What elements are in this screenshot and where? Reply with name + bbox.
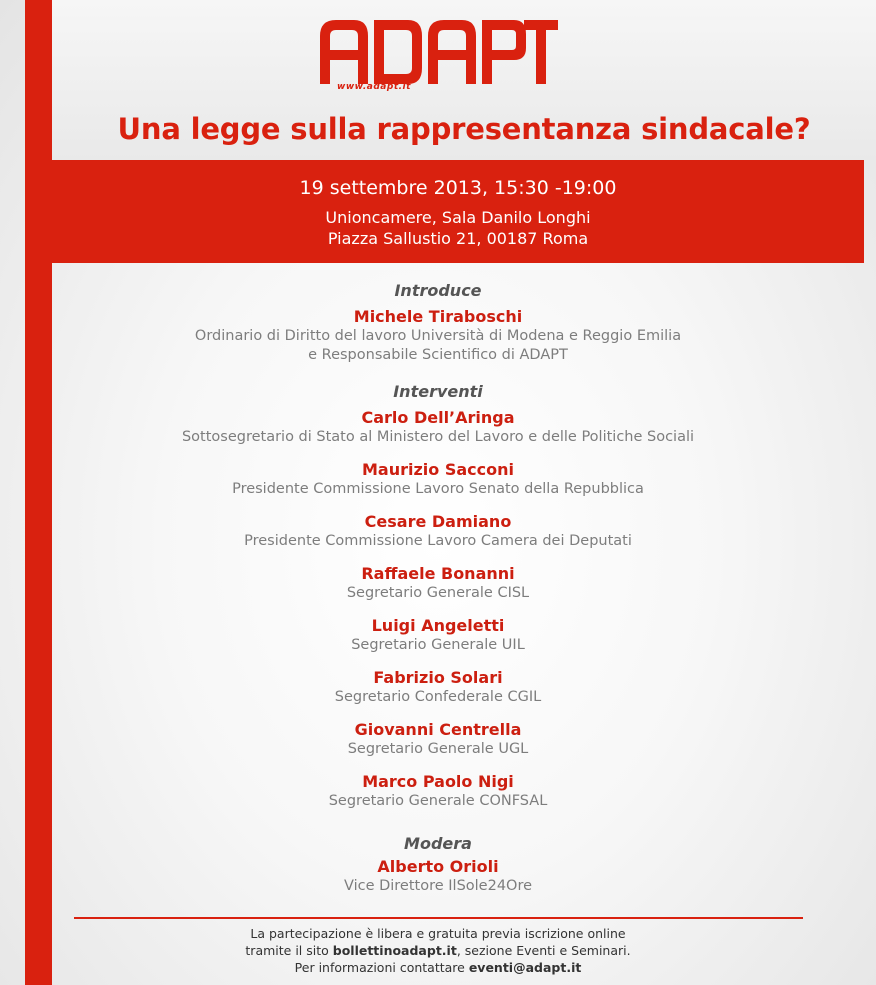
program — [52, 280, 824, 896]
footer-line-1: La partecipazione è libera e gratuita previa iscrizione online — [250, 926, 626, 941]
footer-line-3 — [52, 959, 824, 976]
speaker-role: Segretario Confederale CGIL — [334, 689, 542, 705]
contact-email-link[interactable]: eventi@adapt.it — [468, 960, 582, 975]
speaker-name: Raffaele Bonanni — [361, 564, 515, 583]
page-title: Una legge sulla rappresentanza sindacale? — [117, 112, 811, 146]
introducer-role: Ordinario di Diritto del lavoro Università di Modena e Reggio Emilia — [194, 328, 682, 344]
speaker-item — [52, 512, 824, 551]
speaker-name: Marco Paolo Nigi — [362, 772, 514, 791]
modera-section — [52, 833, 824, 896]
speaker-name: Maurizio Sacconi — [362, 460, 514, 479]
speaker-item — [52, 772, 824, 811]
speaker-role: Segretario Generale UIL — [351, 637, 525, 653]
event-address: Piazza Sallustio 21, 00187 Roma — [327, 229, 589, 248]
speaker-name: Luigi Angeletti — [371, 616, 505, 635]
introducer-role-cont: e Responsabile Scientifico di ADAPT — [308, 347, 568, 363]
adapt-logo-mark — [318, 14, 558, 86]
introduce-section — [52, 280, 824, 365]
speaker-name: Giovanni Centrella — [354, 720, 522, 739]
speaker-item — [52, 460, 824, 499]
logo-url: www.adapt.it — [337, 82, 411, 92]
introduce-label: Introduce — [394, 281, 482, 300]
footer-divider — [74, 917, 803, 919]
footer-line-2 — [52, 942, 824, 959]
speaker-item — [52, 564, 824, 603]
speaker-item — [52, 720, 824, 759]
footer-line-2-suffix: , sezione Eventi e Seminari. — [456, 943, 631, 958]
speaker-role: Segretario Generale UGL — [347, 741, 529, 757]
speaker-item — [52, 616, 824, 655]
event-venue: Unioncamere, Sala Danilo Longhi — [325, 208, 591, 227]
speaker-name: Carlo Dell’Aringa — [361, 408, 515, 427]
moderator-name: Alberto Orioli — [377, 857, 499, 876]
interventi-label: Interventi — [393, 382, 483, 401]
introducer-name: Michele Tiraboschi — [353, 307, 523, 326]
speaker-item — [52, 668, 824, 707]
speaker-item — [52, 408, 824, 447]
footer-line-3-prefix: Per informazioni contattare — [294, 960, 469, 975]
footer-notice — [52, 925, 824, 976]
speaker-name: Fabrizio Solari — [373, 668, 503, 687]
footer-line-2-prefix: tramite il sito — [245, 943, 333, 958]
interventi-section — [52, 381, 824, 811]
event-info-band — [52, 160, 864, 263]
left-accent-bar — [25, 0, 52, 985]
speaker-role: Segretario Generale CONFSAL — [328, 793, 548, 809]
speaker-role: Presidente Commissione Lavoro Camera dei Deputati — [244, 533, 632, 549]
event-date: 19 settembre 2013, 15:30 -19:00 — [299, 177, 617, 199]
speaker-role: Presidente Commissione Lavoro Senato della Repubblica — [232, 481, 644, 497]
speaker-role: Segretario Generale CISL — [346, 585, 530, 601]
speaker-name: Cesare Damiano — [364, 512, 512, 531]
speaker-role: Sottosegretario di Stato al Ministero del Lavoro e delle Politiche Sociali — [181, 429, 695, 445]
moderator-role: Vice Direttore IlSole24Ore — [343, 878, 533, 894]
site-link[interactable]: bollettinoadapt.it — [332, 943, 457, 958]
modera-label: Modera — [404, 834, 472, 853]
